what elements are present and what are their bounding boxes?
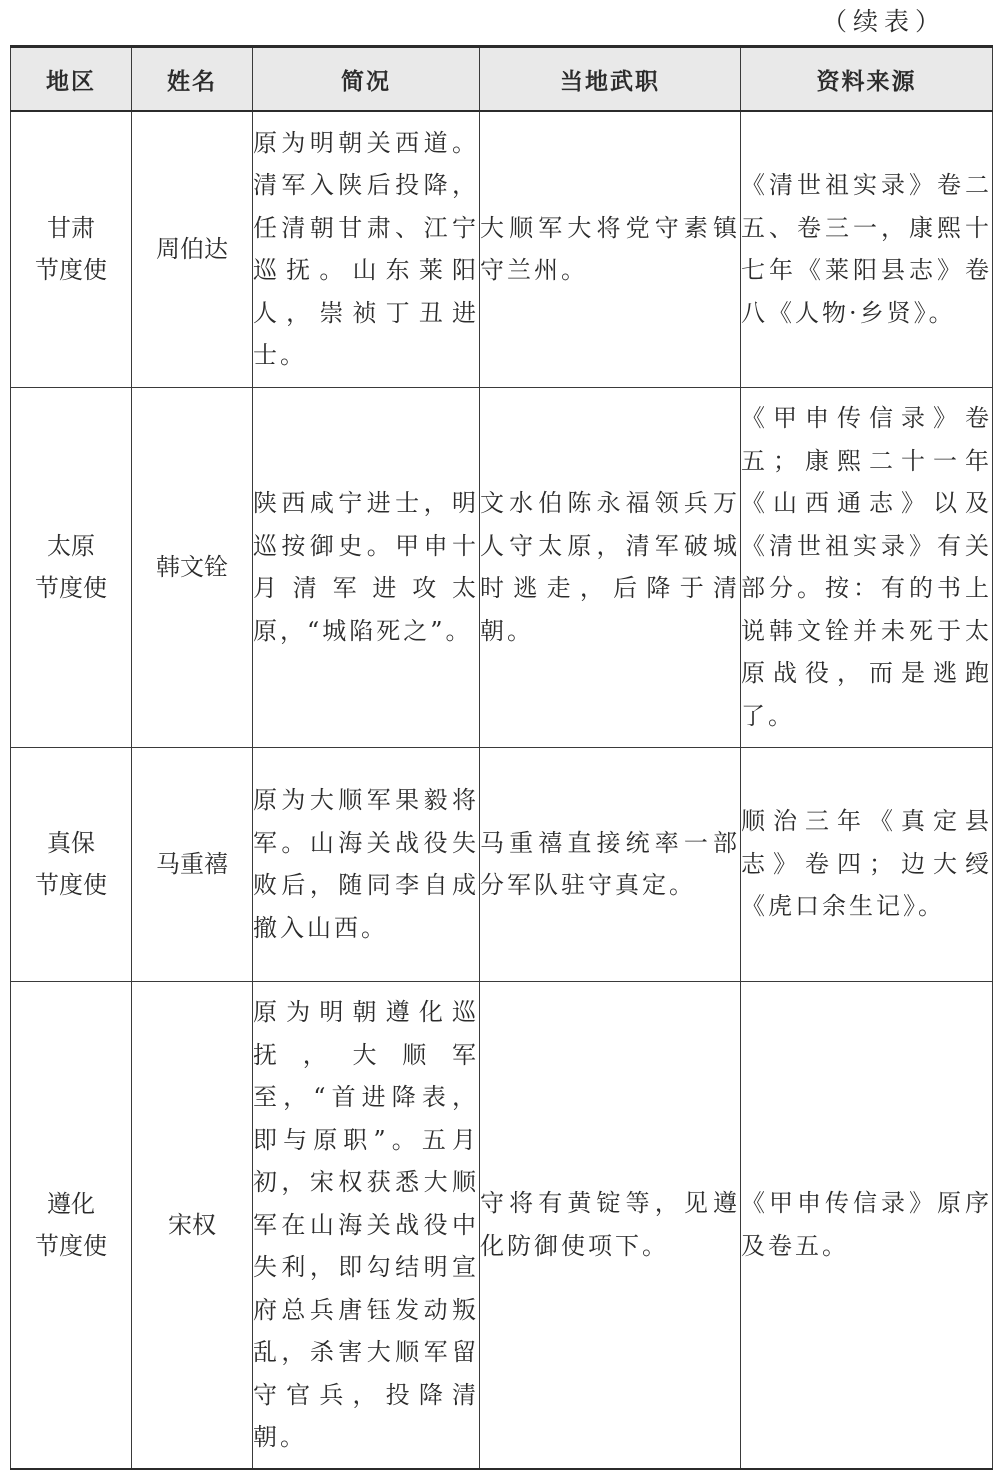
- column-header-summary: 简况: [253, 47, 480, 112]
- region-name: 太原: [47, 532, 95, 560]
- local-military-cell: 守将有黄锭等，见遵化防御使项下。: [480, 981, 741, 1469]
- local-military-cell: 马重禧直接统率一部分军队驻守真定。: [480, 747, 741, 981]
- summary-cell: 原为大顺军果毅将军。山海关战役失败后，随同李自成撤入山西。: [253, 747, 480, 981]
- summary-cell: 原为明朝关西道。清军入陕后投降，任清朝甘肃、江宁巡抚。山东莱阳人，崇祯丁丑进士。: [253, 111, 480, 387]
- region-name: 真保: [47, 829, 95, 857]
- table-header-row: [11, 47, 993, 112]
- source-cell: 《甲申传信录》卷五；康熙二十一年《山西通志》以及《清世祖实录》有关部分。按：有的书上说韩文铨并未死于太原战役，而是逃跑了。: [741, 387, 993, 747]
- table-row: [11, 387, 993, 747]
- table-row: [11, 111, 993, 387]
- official-name: 周伯达: [132, 111, 253, 387]
- region-title: 节度使: [35, 871, 107, 899]
- region-title: 节度使: [35, 574, 107, 602]
- table-row: [11, 747, 993, 981]
- column-header-source: 资料来源: [741, 47, 993, 112]
- column-header-name: 姓名: [132, 47, 253, 112]
- local-military-cell: 大顺军大将党守素镇守兰州。: [480, 111, 741, 387]
- region-cell: [11, 387, 132, 747]
- official-name: 宋权: [132, 981, 253, 1469]
- region-cell: [11, 981, 132, 1469]
- column-header-local-military: 当地武职: [480, 47, 741, 112]
- official-name: 韩文铨: [132, 387, 253, 747]
- summary-cell: 原为明朝遵化巡抚，大顺军至，“首进降表，即与原职”。五月初，宋权获悉大顺军在山海关战役中失利，即勾结明宣府总兵唐钰发动叛乱，杀害大顺军留守官兵，投降清朝。: [253, 981, 480, 1469]
- local-military-cell: 文水伯陈永福领兵万人守太原，清军破城时逃走，后降于清朝。: [480, 387, 741, 747]
- region-cell: [11, 111, 132, 387]
- official-name: 马重禧: [132, 747, 253, 981]
- officials-table: [10, 45, 993, 1470]
- continued-table-label: （续表）: [822, 7, 947, 36]
- region-title: 节度使: [35, 1231, 107, 1260]
- region-cell: [11, 747, 132, 981]
- summary-cell: 陕西咸宁进士，明巡按御史。甲申十月清军进攻太原，“城陷死之”。: [253, 387, 480, 747]
- table-row: [11, 981, 993, 1469]
- region-name: 甘肃: [47, 214, 95, 243]
- source-cell: 《甲申传信录》原序及卷五。: [741, 981, 993, 1469]
- region-name: 遵化: [47, 1189, 95, 1218]
- region-title: 节度使: [35, 256, 107, 285]
- source-cell: 顺治三年《真定县志》卷四；边大绶《虎口余生记》。: [741, 747, 993, 981]
- column-header-region: 地区: [11, 47, 132, 112]
- source-cell: 《清世祖实录》卷二五、卷三一，康熙十七年《莱阳县志》卷八《人物·乡贤》。: [741, 111, 993, 387]
